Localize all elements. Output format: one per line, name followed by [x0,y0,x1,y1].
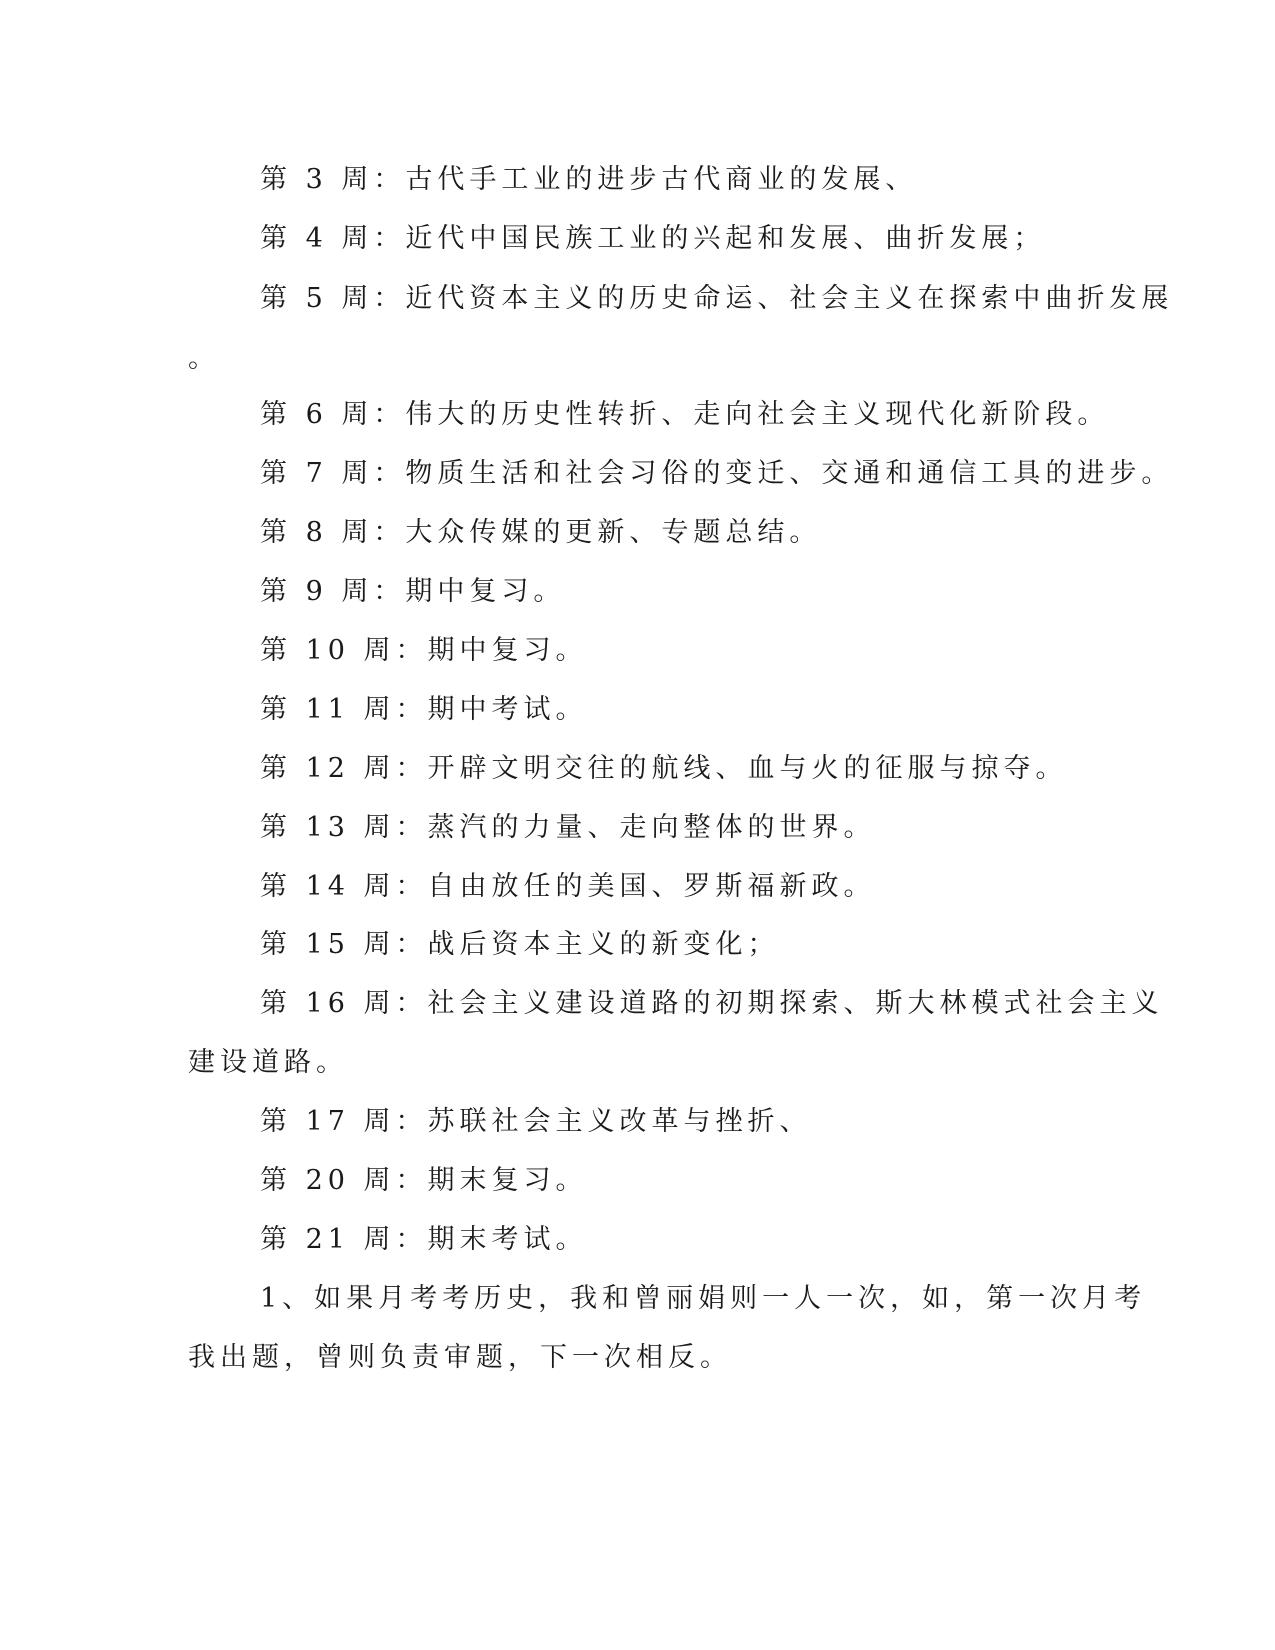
schedule-line-week-9: 第 9 周：期中复习。 [260,576,566,607]
schedule-line-week-5: 第 5 周：近代资本主义的历史命运、社会主义在探索中曲折发展 [260,283,1174,314]
schedule-line-week-21: 第 21 周：期末考试。 [260,1224,588,1255]
schedule-line-week-10: 第 10 周：期中复习。 [260,635,588,666]
schedule-line-week-20: 第 20 周：期末复习。 [260,1165,588,1196]
schedule-line-week-15: 第 15 周：战后资本主义的新变化； [260,929,780,960]
schedule-line-week-16: 第 16 周：社会主义建设道路的初期探索、斯大林模式社会主义 [260,988,1164,1019]
schedule-line-week-13: 第 13 周：蒸汽的力量、走向整体的世界。 [260,812,876,843]
schedule-line-week-7: 第 7 周：物质生活和社会习俗的变迁、交通和通信工具的进步。 [260,458,1174,489]
schedule-line-week-8: 第 8 周：大众传媒的更新、专题总结。 [260,517,822,548]
schedule-line-week-12: 第 12 周：开辟文明交往的航线、血与火的征服与掠夺。 [260,753,1068,784]
schedule-line-week-6: 第 6 周：伟大的历史性转折、走向社会主义现代化新阶段。 [260,399,1110,430]
schedule-line-week-14: 第 14 周：自由放任的美国、罗斯福新政。 [260,871,876,902]
schedule-line-week-16-continued: 建设道路。 [188,1047,348,1078]
schedule-line-week-4: 第 4 周：近代中国民族工业的兴起和发展、曲折发展； [260,223,1046,254]
schedule-line-week-11: 第 11 周：期中考试。 [260,694,588,725]
schedule-line-week-5-continued: 。 [188,343,220,374]
note-paragraph-line-1: 1、如果月考考历史，我和曾丽娟则一人一次，如，第一次月考 [260,1283,1147,1314]
note-paragraph-line-2: 我出题，曾则负责审题，下一次相反。 [188,1342,732,1373]
schedule-line-week-3: 第 3 周：古代手工业的进步古代商业的发展、 [260,164,918,195]
schedule-line-week-17: 第 17 周：苏联社会主义改革与挫折、 [260,1106,812,1137]
